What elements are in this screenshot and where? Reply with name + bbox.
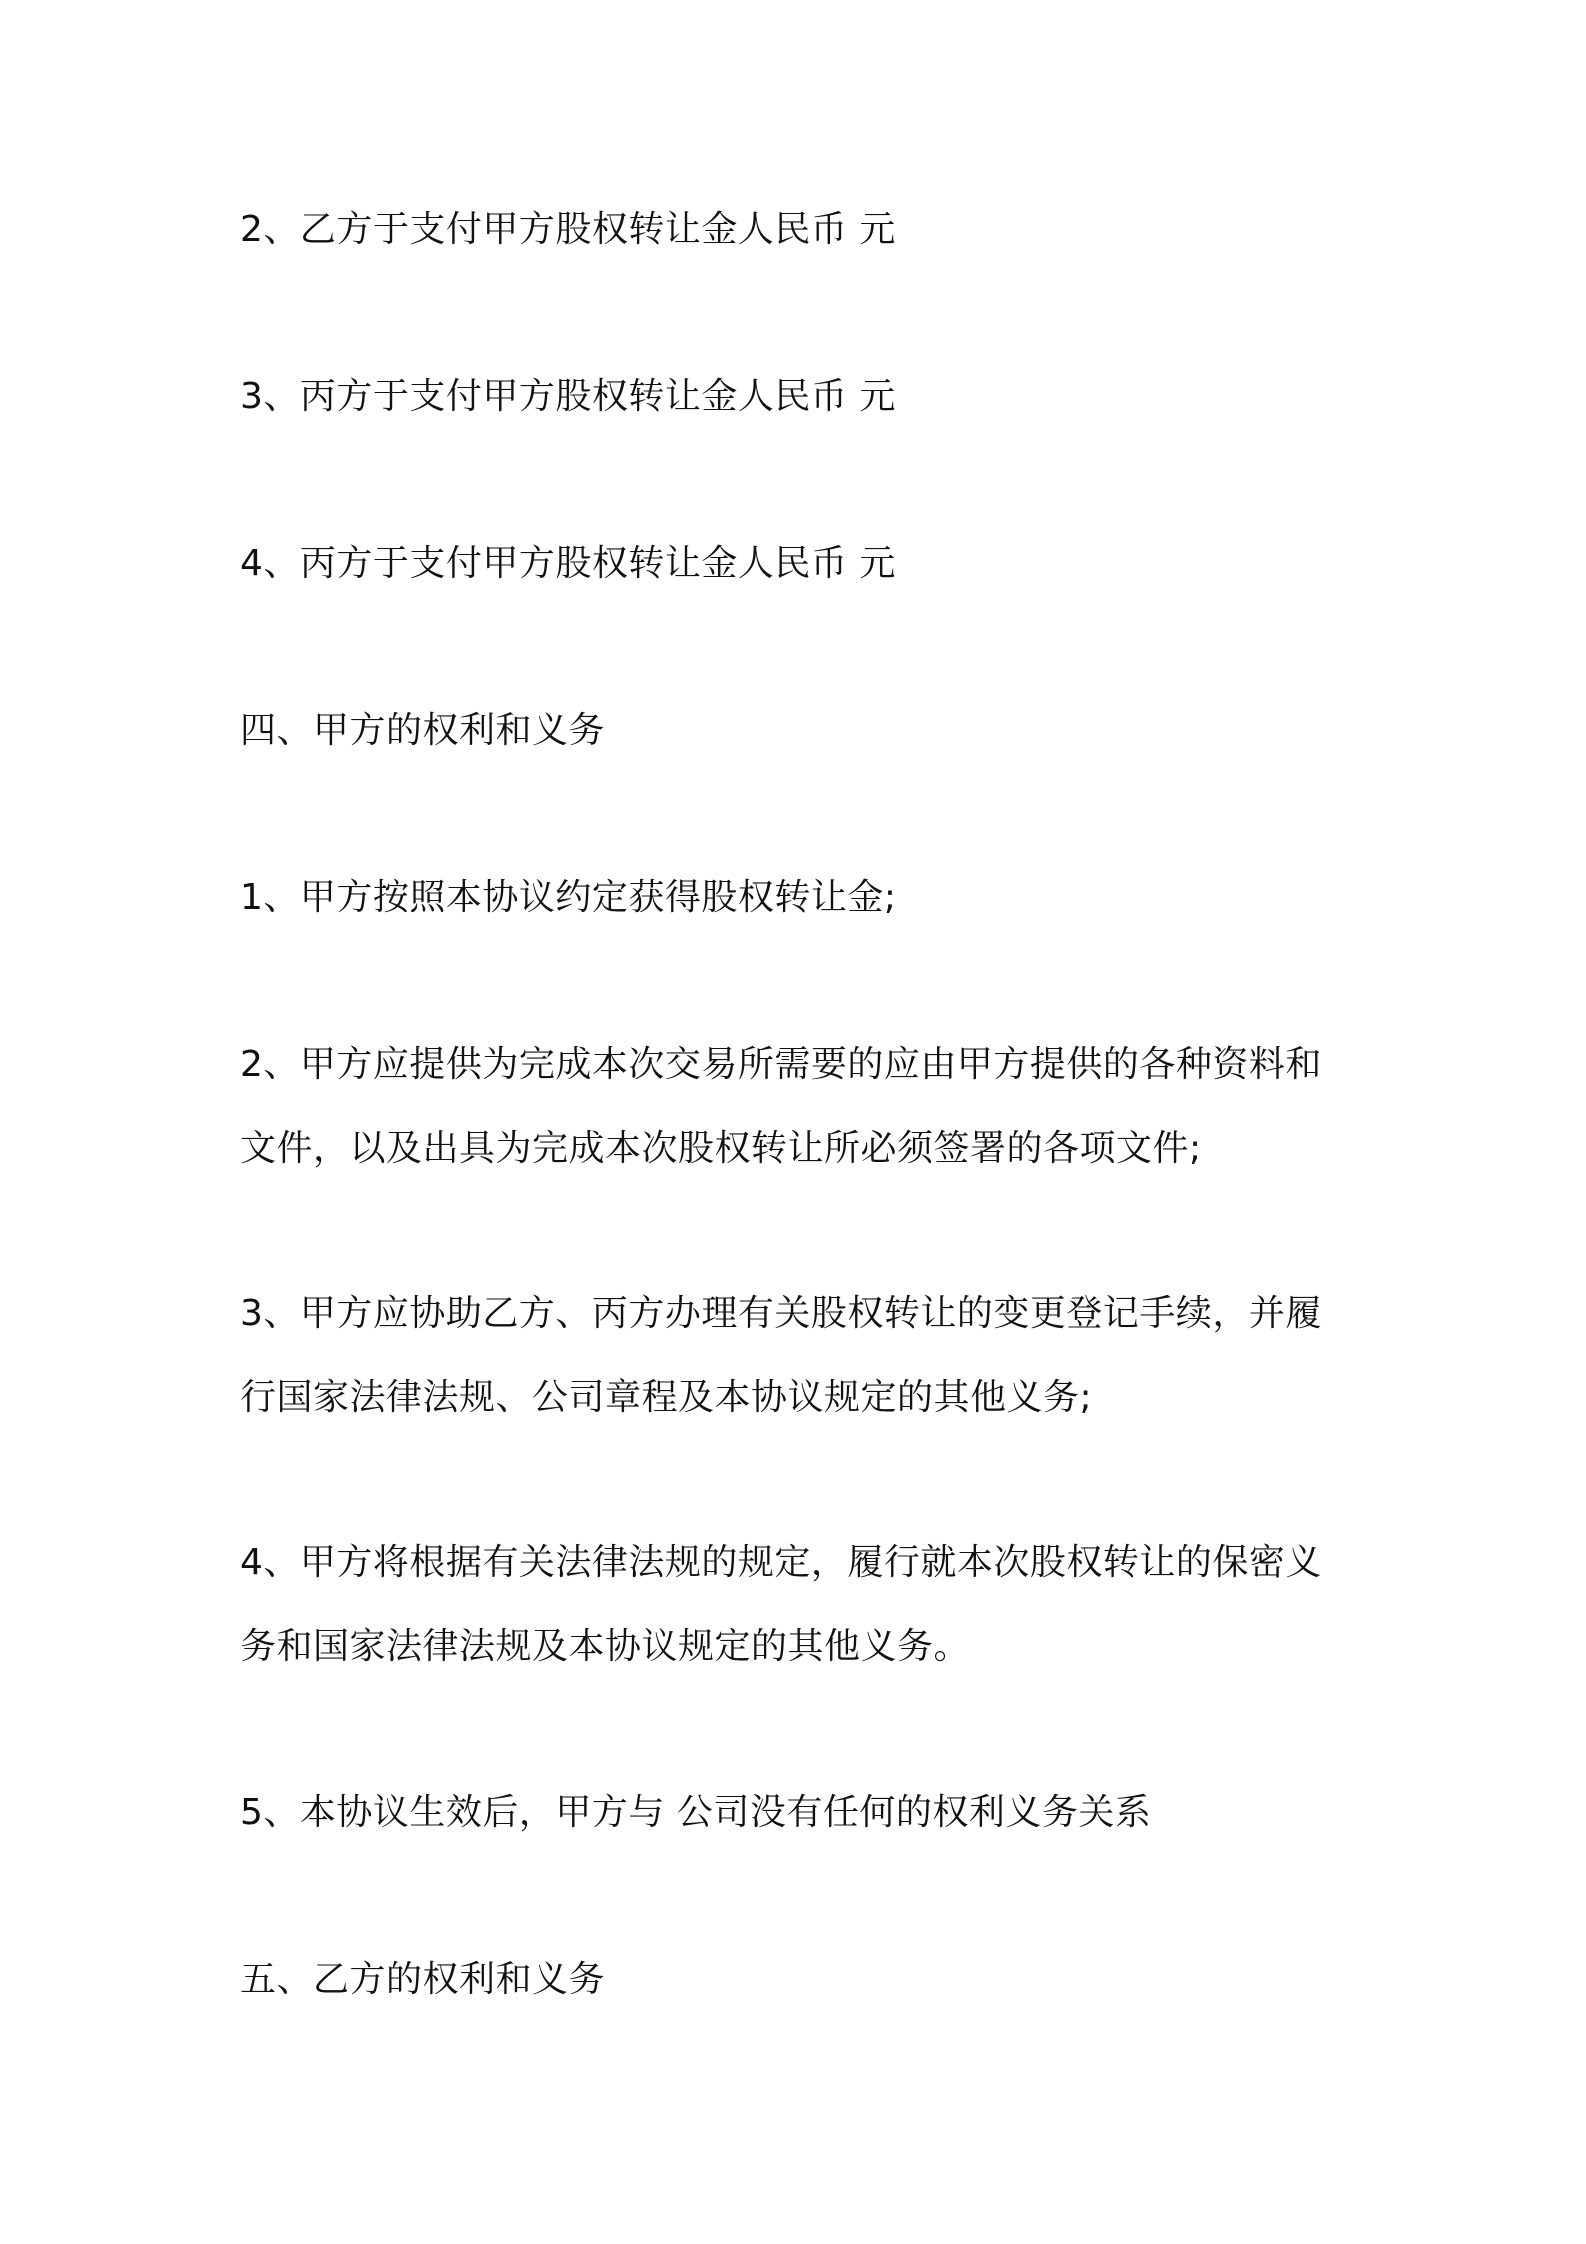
clause-3-2: [240, 188, 1360, 272]
clause-line: 3、丙方于支付甲方股权转让金人民币 元: [240, 376, 896, 417]
clause-line: 行国家法律法规、公司章程及本协议规定的其他义务;: [240, 1377, 1093, 1418]
section-heading-4: [240, 689, 1360, 773]
clause-4-3: [240, 1272, 1360, 1440]
clause-line: 5、本协议生效后，甲方与 公司没有任何的权利义务关系: [240, 1792, 1152, 1833]
section-heading-5: [240, 1938, 1360, 2022]
clause-line: 4、甲方将根据有关法律法规的规定，履行就本次股权转让的保密义: [240, 1542, 1322, 1583]
clause-4-2: [240, 1023, 1360, 1191]
clause-3-4: [240, 522, 1360, 606]
heading-line: 四、甲方的权利和义务: [240, 710, 606, 751]
clause-line: 务和国家法律法规及本协议规定的其他义务。: [240, 1626, 971, 1667]
clause-line: 文件，以及出具为完成本次股权转让所必须签署的各项文件;: [240, 1128, 1202, 1169]
clause-4-4: [240, 1521, 1360, 1689]
clause-line: 2、乙方于支付甲方股权转让金人民币 元: [240, 209, 896, 250]
clause-line: 2、甲方应提供为完成本次交易所需要的应由甲方提供的各种资料和: [240, 1044, 1322, 1085]
clause-3-3: [240, 355, 1360, 439]
heading-line: 五、乙方的权利和义务: [240, 1959, 606, 2000]
clause-line: 1、甲方按照本协议约定获得股权转让金;: [240, 877, 897, 918]
clause-4-1: [240, 856, 1360, 940]
clause-4-5: [240, 1771, 1360, 1855]
clause-line: 4、丙方于支付甲方股权转让金人民币 元: [240, 543, 896, 584]
clause-line: 3、甲方应协助乙方、丙方办理有关股权转让的变更登记手续，并履: [240, 1293, 1322, 1334]
